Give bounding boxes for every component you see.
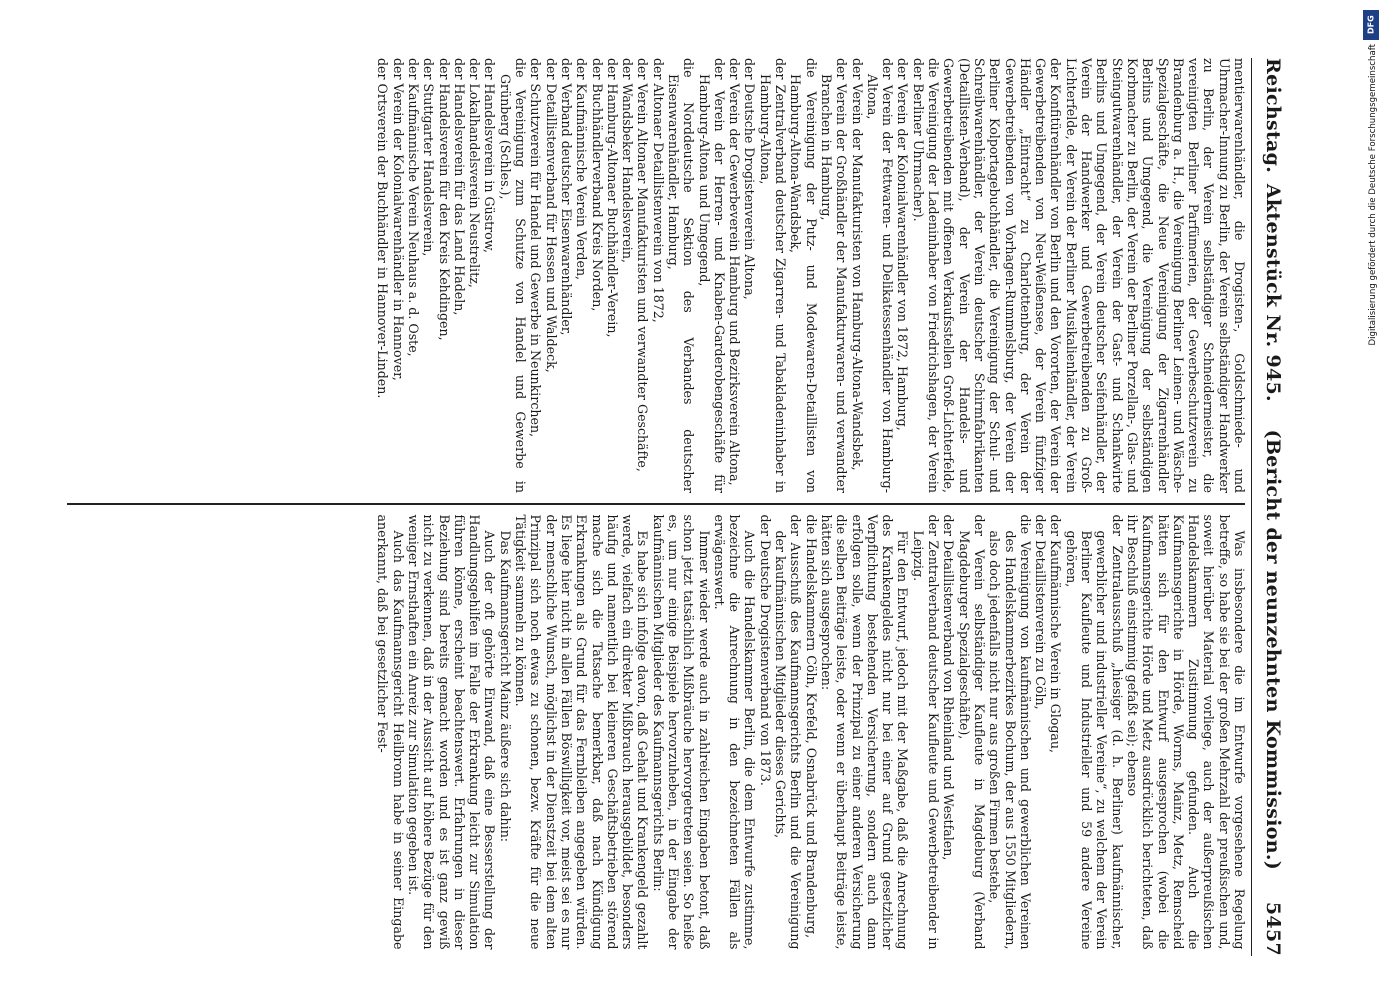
list-item: der Wandsbeker Handelsverein, xyxy=(620,58,636,263)
list-item: der Verband deutscher Eisenwarenhändler, xyxy=(558,58,574,336)
stamp-text: Digitalisierung gefördert durch die Deutsche Forschungsgemeinschaft xyxy=(1368,44,1378,346)
paragraph: Das Kaufmannsgericht Mainz äußere sich dahin: xyxy=(497,530,513,843)
list-item: die Vereinigung von kaufmännischen und gewerblichen Vereinen des Handelskammerbezirkes Bochum, der aus 1550 Mitgliedern, also doch jedenfalls nicht nur aus großen Firmen bestehe, xyxy=(987,514,1033,950)
list-item: der Verein der Manufakturisten von Hamburg-Altona-Wandsbek, xyxy=(849,58,865,471)
list-item: der Verein selbständiger Kaufleute in Magdeburg (Verband Magdeburger Spezialgeschäfte), xyxy=(956,514,987,950)
digitization-stamp xyxy=(1363,10,1379,770)
page-header xyxy=(1251,58,1284,956)
list-item: der Kaufmännische Verein in Glogau, xyxy=(1048,514,1064,754)
list-item: der Verein der Herren- und Knaben-Garderobengeschäfte für Hamburg-Altona und Umgegend, xyxy=(696,58,727,493)
list-item: der Verein Altonaer Manufakturisten und verwandter Geschäfte, xyxy=(635,58,651,472)
organization-list xyxy=(758,515,819,950)
text-columns xyxy=(67,58,1247,956)
dfg-logo: DFG xyxy=(1363,10,1379,40)
list-item: der Detaillistenverband für Hessen und Waldeck, xyxy=(543,58,559,373)
list-item: der Hamburg-Altonaer Buchhändler-Verein, xyxy=(604,58,620,338)
list-item: der Verein der Großhändler der Manufakturwaren- und verwandter Branchen in Hamburg, xyxy=(818,58,850,493)
list-item: der Verein der Gewerbeverein Hamburg und Bezirksverein Altona, xyxy=(727,58,743,486)
paragraph: Auch das Kaufmannsgericht Heilbronn habe in seiner Eingabe anerkannt, daß bei gesetzlicher Fest- xyxy=(375,514,406,950)
list-item: der Zentralverband deutscher Zigarren- und Tabakladeninhaber in Hamburg-Altona, xyxy=(757,58,789,493)
list-item: der Deutsche Drogistenverein Altona, xyxy=(742,58,758,300)
list-item: der Zentralausschuß „hiesiger (d. h. Berliner) kaufmännischer, gewerblicher und industrieller Vereine“, zu welchem der Verein Berliner Kaufleute und Industrieller und 59 andere Vereine gehören, xyxy=(1063,514,1125,950)
header-aktenstueck: Aktenstück Nr. 945. xyxy=(1262,183,1284,402)
list-item: der Handelsverein für das Land Hadeln, xyxy=(451,58,467,316)
list-item: die Handelskammern Cöln, Krefeld, Osnabrück und Brandenburg, xyxy=(803,514,819,939)
list-item: der Handelsverein für den Kreis Kehdingen, xyxy=(436,58,452,341)
list-item: der Verein der Kolonialwarenhändler von 1872, Hamburg, xyxy=(895,58,911,431)
list-item: der Kaufmännische Verein Neuhaus a. d. Oste, xyxy=(405,58,421,357)
list-item: der Detaillistenverein zu Cöln, xyxy=(1033,514,1049,710)
quotation: Es habe sich infolge davon, daß Gehalt und Krankengeld gezahlt werde, vielfach ein direkter Mißbrauch herausgebildet, besonders häufig und namentlich bei kleineren Geschäftsbetrieben störend mache sich die Tatsache bemerkbar, daß nach Kündigung Erkrankungen als Grund für das Fernbleiben angegeben würden. Es liege hier nicht in allen Fällen Böswilligkeit vor, meist sei es nur der menschliche Wunsch, möglichst in der Dienstzeit bei dem alten Prinzipal sich noch etwas zu schonen, bezw. Kräfte für die neue Tätigkeit sammeln zu können. xyxy=(513,514,651,950)
list-item: der Ortsverein der Buchhändler in Hannover-Linden. xyxy=(375,58,391,399)
list-item: der Ausschuß des Kaufmannsgerichts Berlin und die Vereinigung der kaufmännischen Mitglieder dieses Gerichts, xyxy=(773,514,804,950)
paragraph: Was insbesondere die im Entwurfe vorgesehene Regelung betreffe, so habe sie bei der großen Mehrzahl der preußischen und, soweit hierüber Material vorliege, auch der außerpreußischen Handelskammern Zustimmung gefunden. Auch die Kaufmannsgerichte in Hörde, Worms, Mainz, Metz, Remscheid hätten sich für den Entwurf ausgesprochen (wobei die Kaufmannsgerichte Hörde und Metz ausdrücklich berichteten, daß ihr Beschluß einstimmig gefaßt sei); ebenso xyxy=(1124,514,1247,950)
right-column xyxy=(67,507,1247,950)
list-item: der Verein der Fettwaren- und Delikatessenhändler von Hamburg-Altona, xyxy=(864,58,896,493)
document-page xyxy=(60,0,1290,1000)
list-item: der Buchhändlerverband Kreis Norden, xyxy=(589,58,605,312)
list-item: der Detaillistenverband von Rheinland und Westfalen, xyxy=(941,514,957,861)
column-divider xyxy=(67,503,1245,505)
list-item: der Handelsverein in Güstrow, xyxy=(482,58,498,254)
list-item: der Stuttgarter Handelsverein, xyxy=(421,58,437,257)
header-reichstag: Reichstag. xyxy=(1262,58,1284,174)
list-item: die Vereinigung zum Schutze von Handel und Gewerbe in Grünberg (Schles.), xyxy=(497,58,529,493)
quotation: Auch der oft gehörte Einwand, daß eine Besserstellung der Handlungsgehilfen im Falle der Erkrankung leicht zur Simulation führen könne, erscheint beachtenswert. Erfahrungen in dieser Beziehung sind bereits gemacht worden und es ist ganz gewiß nicht zu verkennen, daß in der Aussicht auf höhere Bezüge für den weniger Ernsthaften ein Anreiz zur Simulation gegeben ist. xyxy=(405,514,498,950)
list-item: die Vereinigung der Putz- und Modewaren-Detaillisten von Hamburg-Altona-Wandsbek, xyxy=(788,58,819,493)
paragraph: Auch die Handelskammer Berlin, die dem Entwurfe zustimme, bezeichne die Anrechnung in den bezeichneten Fällen als erwägenswert. xyxy=(711,514,758,950)
list-item: der Deutsche Drogistenverband von 1873. xyxy=(757,514,773,786)
paragraph: Für den Entwurf, jedoch mit der Maßgabe, daß die Anrechnung des Krankengeldes nicht nur bei einer auf Grund gesetzlicher Verpflichtung bestehenden Versicherung, sondern auch dann erfolgen solle, wenn der Prinzipal zu einer anderen Versicherung die selben Beiträge leiste, oder wenn er überhaupt Beiträge leiste, hätten sich ausgesprochen: xyxy=(818,514,911,950)
page-number: 5457 xyxy=(1262,901,1284,956)
list-item: der Kaufmännische Verein Verden, xyxy=(574,58,590,281)
list-item: der Lokalhandelsverein Neustrelitz, xyxy=(467,58,483,288)
list-item: der Zentralverband deutscher Kaufleute und Gewerbetreibender in Leipzig. xyxy=(910,514,942,950)
list-item: die Norddeutsche Sektion des Verbandes deutscher Eisenwarenhändler, Hamburg, xyxy=(666,58,697,493)
header-title xyxy=(1262,178,1284,876)
organization-list xyxy=(375,58,910,493)
list-item: der Altonaer Detaillistenverein von 1872, xyxy=(650,58,666,323)
paragraph: Immer wieder werde auch in zahlreichen Eingaben betont, daß schon jetzt tatsächlich Mißbräuche hervorgetreten seien. So heiße es, um nur einige Beispiele hervorzuheben, in der Eingabe der kaufmännischen Mitglieder des Kaufmannsgerichts Berlin: xyxy=(650,514,712,950)
paragraph: mentierwarenhändler, die Drogisten-, Goldschmiede- und Uhrmacher-Innung zu Berlin, der Verein selbständiger Handwerker zu Berlin, der Verein selbständiger Schneidermeister, die vereinigten Berliner Parfümerien, der Gewerbeschutzverein zu Brandenburg a. H., die Vereinigung Berliner Leinen- und Wäsche-Spezialgeschäfte, die Neue Vereinigung der Zigarrenhändler Berlins und Umgegend, die Vereinigung der selbständigen Korbmacher zu Berlin, der Verein der Berliner Porzellan-, Glas- und Steingutwarenhändler, der Verein der Gast- und Schankwirte Berlins und Umgegend, der Verein deutscher Seifenhändler, der Verein der Handwerker und Gewerbetreibenden zu Groß-Lichterfelde, der Verein der Berliner Musikalienhändler, der Verein der Konfitürenhändler von Berlin und den Vororten, der Verein der Gewerbetreibenden von Neu-Weißensee, der Verein fünfziger Händler „Eintracht“ zu Charlottenburg, der Verein der Gewerbetreibenden von Vorhagen-Rummelsburg, der Verein der Berliner Kolportagebuchhändler, die Vereinigung der Schul- und Schreibwarenhändler, der Verein deutscher Schirmfabrikanten (Detaillisten-Verband), der Verein der Handels- und Gewerbetreibenden mit offenen Verkaufsstellen Groß-Lichterfelde, die Vereinigung der Ladeninhaber von Friedrichshagen, der Verein der Berliner Uhrmacher). xyxy=(910,58,1247,493)
list-item: der Schutzverein für Handel und Gewerbe in Neunkirchen, xyxy=(528,58,544,438)
organization-list xyxy=(910,515,1124,950)
header-subtitle: (Bericht der neunzehnten Kommission.) xyxy=(1262,429,1284,871)
list-item: der Verein der Kolonialwarenhändler in Hannover, xyxy=(390,58,406,381)
left-column xyxy=(67,58,1247,501)
